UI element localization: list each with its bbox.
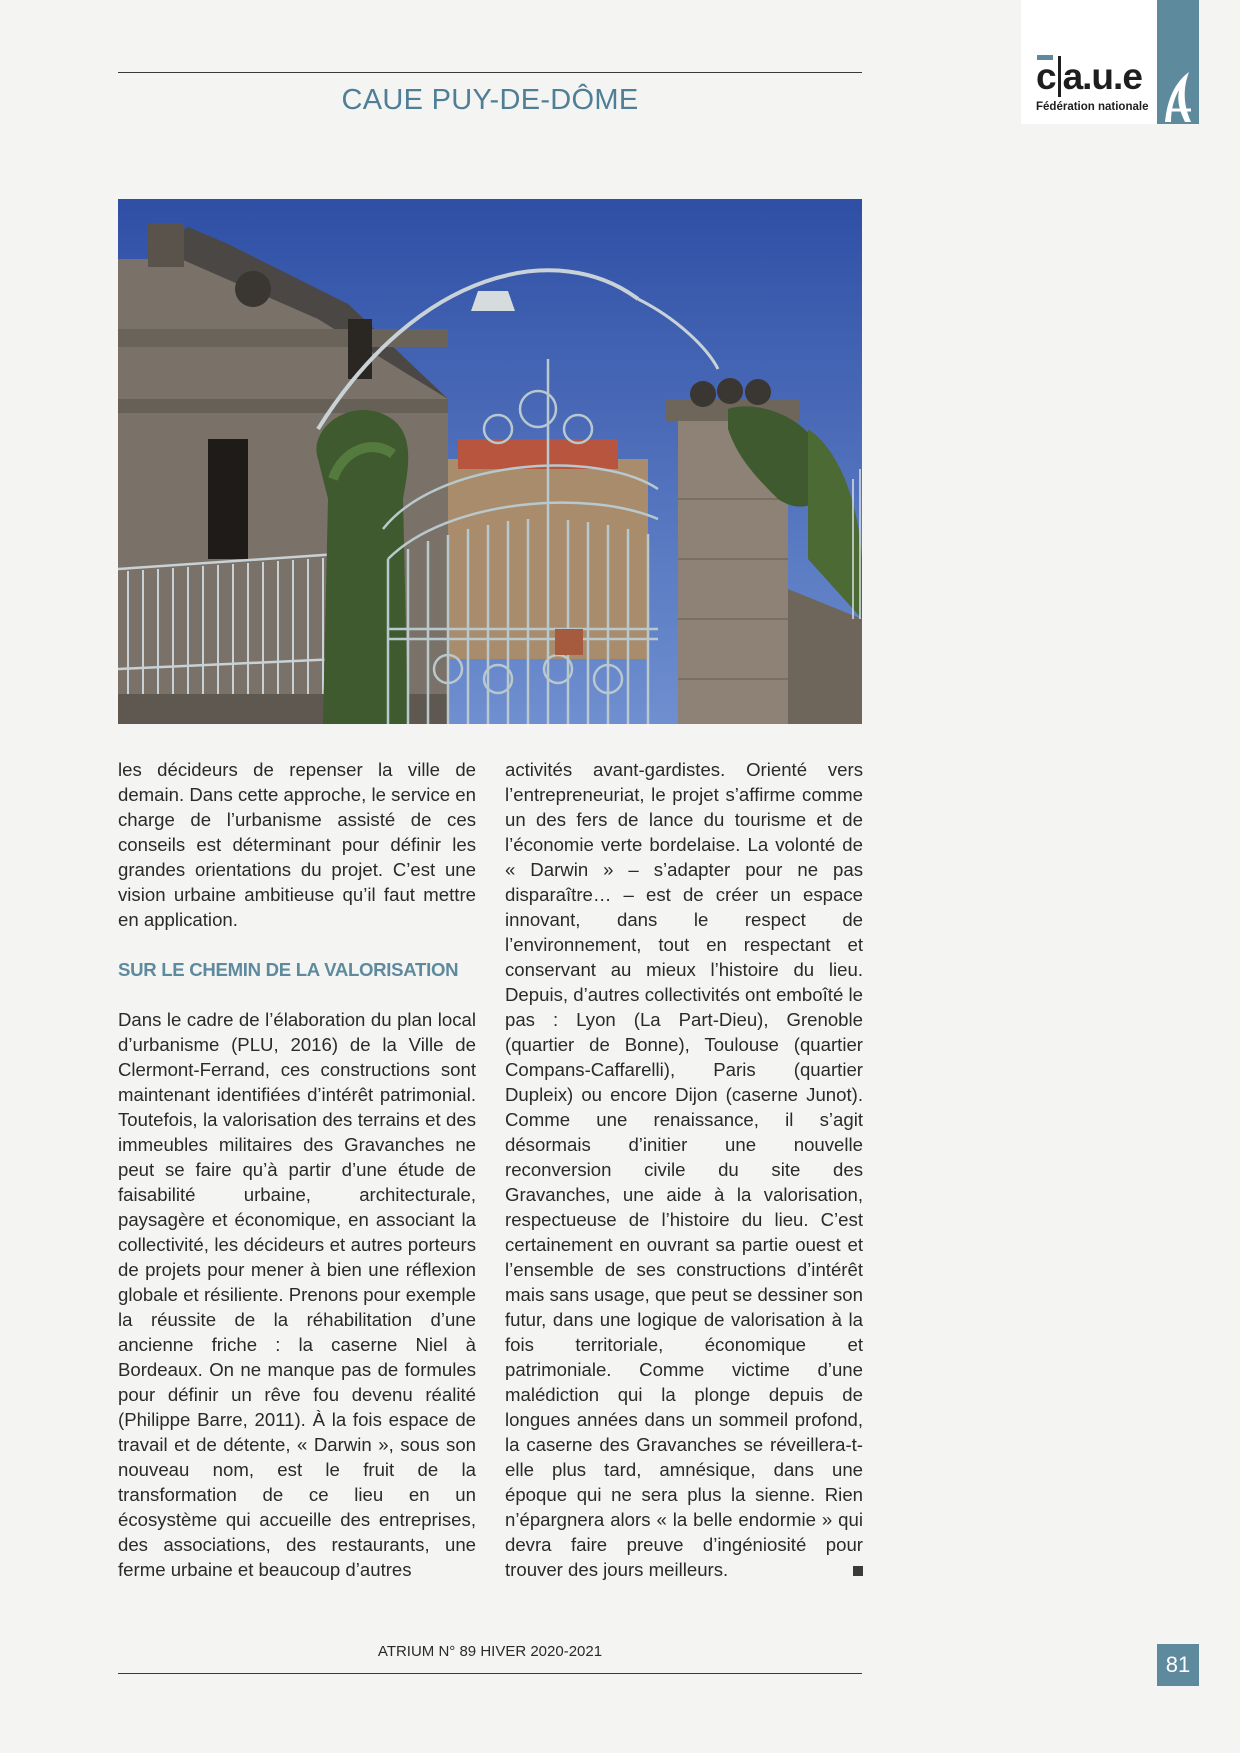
end-of-article-icon [853, 1566, 863, 1576]
paragraph: Dans le cadre de l’élaboration du plan local d’urbanisme (PLU, 2016) de la Ville de Clermont-Ferrand, ces constructions sont maintenant identifiées d’intérêt patrimonial. Toutefois, la valorisation des terrains et des immeubles militaires des Gravanches ne peut se faire qu’à partir d’une étude de faisabilité urbaine, architecturale, paysagère et économique, en associant la collectivité, les décideurs et autres porteurs de projets pour mener à bien une réflexion globale et résiliente. Prenons pour exemple la réussite de la réhabilitation d’une ancienne friche : la caserne Niel à Bordeaux. On ne manque pas de formules pour définir un rêve fou devenu réalité (Philippe Barre, 2011). À la fois espace de travail et de détente, « Darwin », sous son nouveau nom, est le fruit de la transformation de ce lieu en un écosystème qui accueille des entreprises, des associations, des restaurants, une ferme urbaine et beaucoup d’autres [118, 1009, 476, 1580]
section-heading: SUR LE CHEMIN DE LA VALORISATION [118, 959, 459, 980]
paragraph: les décideurs de repenser la ville de demain. Dans cette approche, le service en charge de l’urbanisme assisté de ces conseils est déterminant pour définir les grandes orientations du projet. C’est une vision urbaine ambitieuse qu’il faut mettre en application. [118, 759, 476, 930]
logo-wordmark: c a.u.e [1036, 56, 1142, 97]
gate-photo [118, 199, 862, 724]
section-title: CAUE PUY-DE-DÔME [341, 84, 639, 116]
paragraph-text: activités avant-gardistes. Orienté vers l’entrepreneuriat, le projet s’affirme comme un des fers de lance du tourisme et de l’économie verte bordelaise. La volonté de « Darwin » – s’adapter pour ne pas disparaître… – est de créer un espace innovant, dans le respect de l’environnement, tout en respectant et conservant au mieux l’histoire du lieu. Depuis, d’autres collectivités ont emboîté le pas : Lyon (La Part-Dieu), Grenoble (quartier de Bonne), Toulouse (quartier Compans-Caffarelli), Paris (quartier Dupleix) ou encore Dijon (caserne Junot). Comme une renaissance, il s’agit désormais d’initier une nouvelle reconversion civile du site des Gravanches, une aide à la valorisation, respectueuse de l’histoire du lieu. C’est certainement en ouvrant sa partie ouest et l’ensemble de ses constructions d’intérêt mais sans usage, que peut se dessiner son futur, dans une logique de valorisation à la fois territoriale, économique et patrimoniale. Comme victime d’une malédiction qui la plonge depuis de longues années dans un sommeil profond, la caserne des Gravanches se réveillera-t-elle plus tard, amnésique, dans une époque qui ne sera plus la sienne. Rien n’épargnera alors « la belle endormie » qui devra faire preuve d’ingéniosité pour trouver des jours meilleurs. [505, 759, 863, 1580]
logo-subtitle: Fédération nationale [1036, 101, 1149, 113]
footer-rule [118, 1673, 862, 1674]
text-column-left [118, 757, 476, 1582]
page-number: 81 [1157, 1644, 1199, 1686]
text-column-right [505, 757, 863, 1582]
paragraph [505, 757, 863, 1582]
header-rule [118, 72, 862, 73]
logo-a-icon [1157, 70, 1199, 124]
issue-footer: ATRIUM N° 89 HIVER 2020-2021 [377, 1643, 603, 1660]
